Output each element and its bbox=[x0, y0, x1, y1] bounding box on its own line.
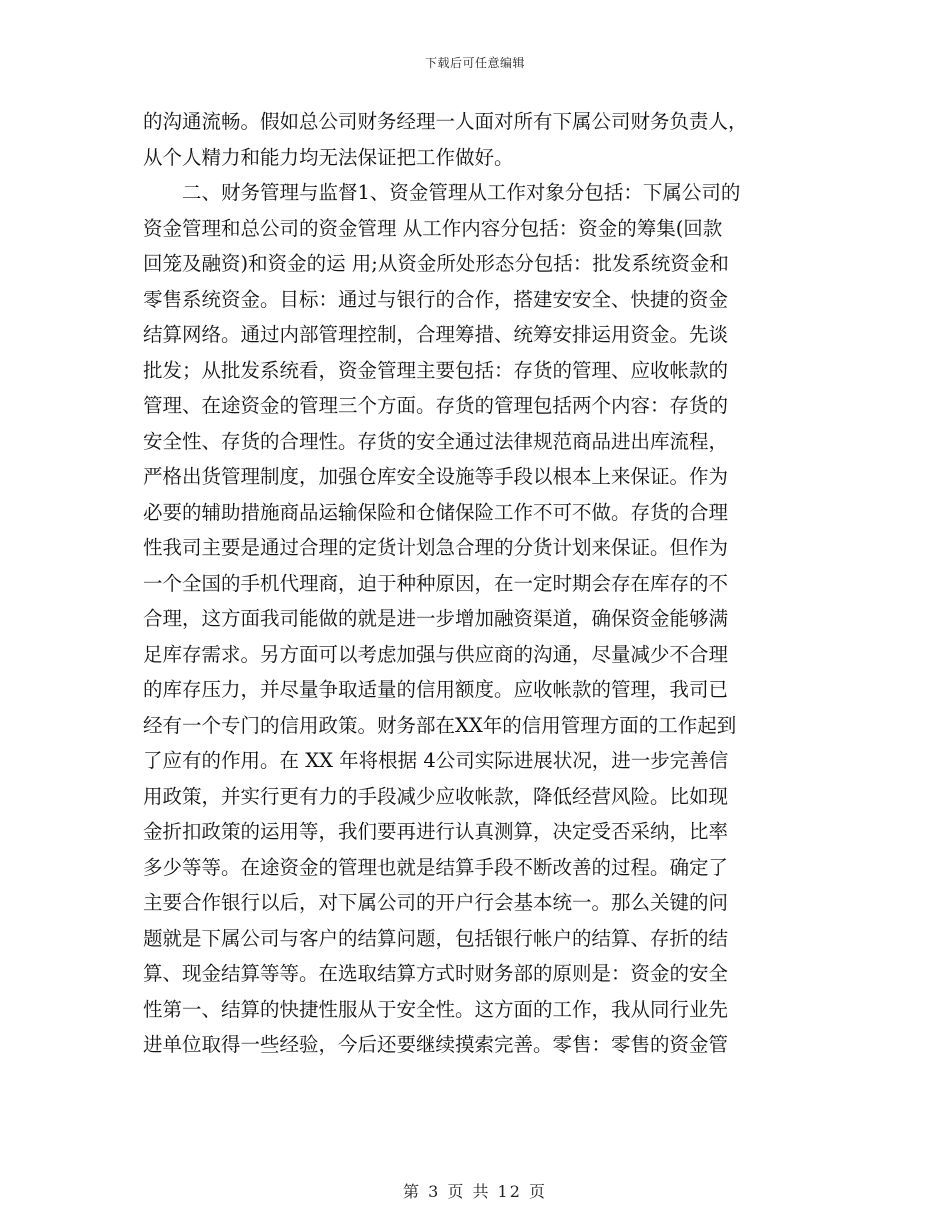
text-line: 二、财务管理与监督1、资金管理从工作对象分包括：下属公司的 bbox=[143, 181, 741, 204]
text-line: 安全性、存货的合理性。存货的安全通过法律规范商品进出库流程， bbox=[143, 429, 729, 453]
text-line: 金折扣政策的运用等，我们要再进行认真测算，决定受否采纳，比率 bbox=[143, 820, 729, 843]
text-line: 的沟通流畅。假如总公司财务经理一人面对所有下属公司财务负责人， bbox=[143, 110, 748, 133]
text-line: 多少等等。在途资金的管理也就是结算手段不断改善的过程。确定了 bbox=[143, 855, 729, 879]
text-line: 必要的辅助措施商品运输保险和仓储保险工作不可不做。存货的合理 bbox=[143, 500, 729, 524]
text-line: 合理，这方面我司能做的就是进一步增加融资渠道，确保资金能够满 bbox=[143, 607, 729, 630]
text-line: 一个全国的手机代理商，迫于种种原因，在一定时期会存在库存的不 bbox=[143, 571, 729, 595]
text-line: 主要合作银行以后，对下属公司的开户行会基本统一。那么关键的问 bbox=[143, 891, 729, 914]
text-line: 回笼及融资)和资金的运 用;从资金所处形态分包括：批发系统资金和 bbox=[143, 252, 729, 275]
text-line: 批发；从批发系统看，资金管理主要包括：存货的管理、应收帐款的 bbox=[143, 358, 729, 382]
text-line: 经有一个专门的信用政策。财务部在XX年的信用管理方面的工作起到 bbox=[143, 713, 737, 737]
page-header: 下载后可任意编辑 bbox=[424, 56, 525, 70]
text-line: 管理、在途资金的管理三个方面。存货的管理包括两个内容：存货的 bbox=[143, 394, 729, 417]
text-line: 性我司主要是通过合理的定货计划急合理的分货计划来保证。但作为 bbox=[143, 536, 729, 559]
text-line: 从个人精力和能力均无法保证把工作做好。 bbox=[143, 145, 514, 169]
text-line: 资金管理和总公司的资金管理 从工作内容分包括：资金的筹集(回款 bbox=[143, 216, 723, 240]
text-line: 了应有的作用。在 XX 年将根据 4公司实际进展状况，进一步完善信 bbox=[143, 749, 729, 772]
text-line: 严格出货管理制度，加强仓库安全设施等手段以根本上来保证。作为 bbox=[143, 465, 729, 488]
text-line: 足库存需求。另方面可以考虑加强与供应商的沟通，尽量减少不合理 bbox=[143, 642, 729, 666]
text-line: 题就是下属公司与客户的结算问题，包括银行帐户的结算、存折的结 bbox=[143, 926, 729, 950]
text-line: 进单位取得一些经验，今后还要继续摸索完善。零售：零售的资金管 bbox=[143, 1033, 729, 1056]
document-body bbox=[143, 104, 808, 1063]
text-line: 的库存压力，并尽量争取适量的信用额度。应收帐款的管理，我司已 bbox=[143, 678, 729, 701]
text-line: 性第一、结算的快捷性服从于安全性。这方面的工作，我从同行业先 bbox=[143, 997, 729, 1021]
text-line: 算、现金结算等等。在选取结算方式时财务部的原则是：资金的安全 bbox=[143, 962, 729, 985]
page-footer: 第 3 页 共 12 页 bbox=[403, 1182, 547, 1201]
text-line: 用政策，并实行更有力的手段减少应收帐款，降低经营风险。比如现 bbox=[143, 784, 729, 808]
text-line: 结算网络。通过内部管理控制，合理筹措、统筹安排运用资金。先谈 bbox=[143, 323, 729, 346]
text-line: 零售系统资金。目标：通过与银行的合作，搭建安安全、快捷的资金 bbox=[143, 287, 729, 311]
